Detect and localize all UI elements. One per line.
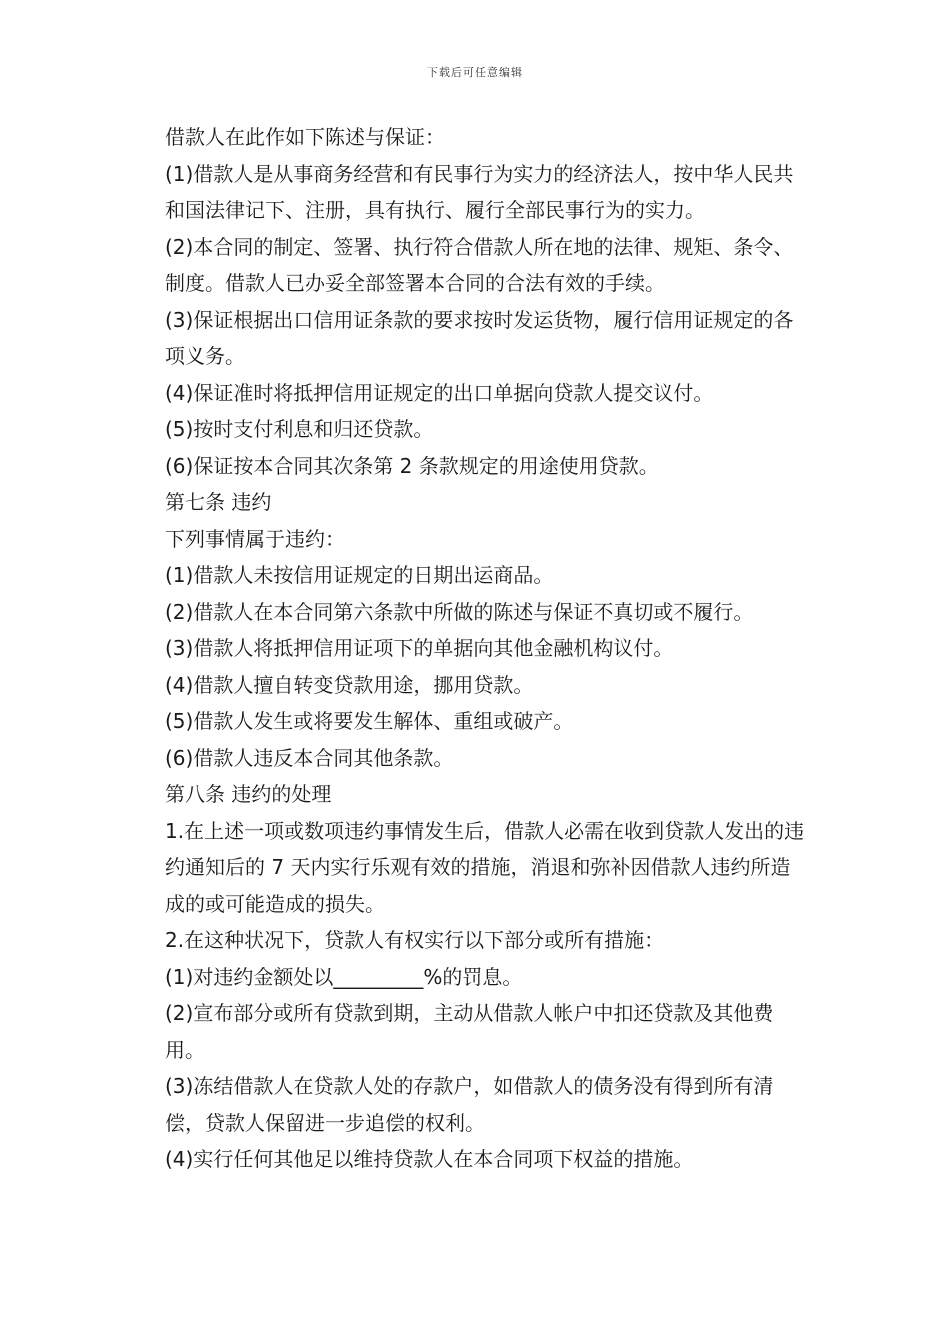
paragraph: (3)冻结借款人在贷款人处的存款户，如借款人的债务没有得到所有清偿，贷款人保留进一步追偿的权利。 [165, 1074, 774, 1135]
paragraph: (1)借款人未按信用证规定的日期出运商品。 [165, 563, 554, 587]
paragraph: 借款人在此作如下陈述与保证： [165, 125, 445, 149]
paragraph: (2)本合同的制定、签署、执行符合借款人所在地的法律、规矩、条令、制度。借款人已办妥全部签署本合同的合法有效的手续。 [165, 234, 794, 295]
paragraph: (4)借款人擅自转变贷款用途，挪用贷款。 [165, 672, 534, 697]
paragraph: 2.在这种状况下，贷款人有权实行以下部分或所有措施： [165, 928, 665, 952]
page-header: 下载后可任意编辑 [427, 66, 523, 79]
section-heading: 第八条 违约的处理 [165, 782, 332, 806]
paragraph: (2)借款人在本合同第六条款中所做的陈述与保证不真切或不履行。 [165, 599, 754, 624]
paragraph: (5)借款人发生或将要发生解体、重组或破产。 [165, 709, 574, 733]
paragraph: (4)保证准时将抵押信用证规定的出口单据向贷款人提交议付。 [165, 380, 714, 405]
paragraph: (3)保证根据出口信用证条款的要求按时发运货物，履行信用证规定的各项义务。 [165, 307, 794, 368]
paragraph: (6)借款人违反本合同其他条款。 [165, 745, 454, 770]
paragraph: (1)借款人是从事商务经营和有民事行为实力的经济法人，按中华人民共和国法律记下、注册，具有执行、履行全部民事行为的实力。 [165, 161, 794, 222]
paragraph: (3)借款人将抵押信用证项下的单据向其他金融机构议付。 [165, 636, 674, 660]
paragraph: (2)宣布部分或所有贷款到期，主动从借款人帐户中扣还贷款及其他费用。 [165, 1001, 774, 1062]
paragraph: (4)实行任何其他足以维持贷款人在本合同项下权益的措施。 [165, 1147, 694, 1171]
paragraph: 下列事情属于违约： [165, 526, 345, 551]
paragraph: 1.在上述一项或数项违约事情发生后，借款人必需在收到贷款人发出的违约通知后的 7 天内实行乐观有效的措施，消退和弥补因借款人违约所造成的或可能造成的损失。 [165, 818, 805, 916]
section-heading: 第七条 违约 [165, 490, 272, 514]
document-body [143, 119, 809, 1178]
paragraph: (5)按时支付利息和归还贷款。 [165, 417, 434, 441]
paragraph: (1)对违约金额处以_________%的罚息。 [165, 964, 523, 989]
paragraph: (6)保证按本合同其次条第 2 条款规定的用途使用贷款。 [165, 453, 659, 478]
